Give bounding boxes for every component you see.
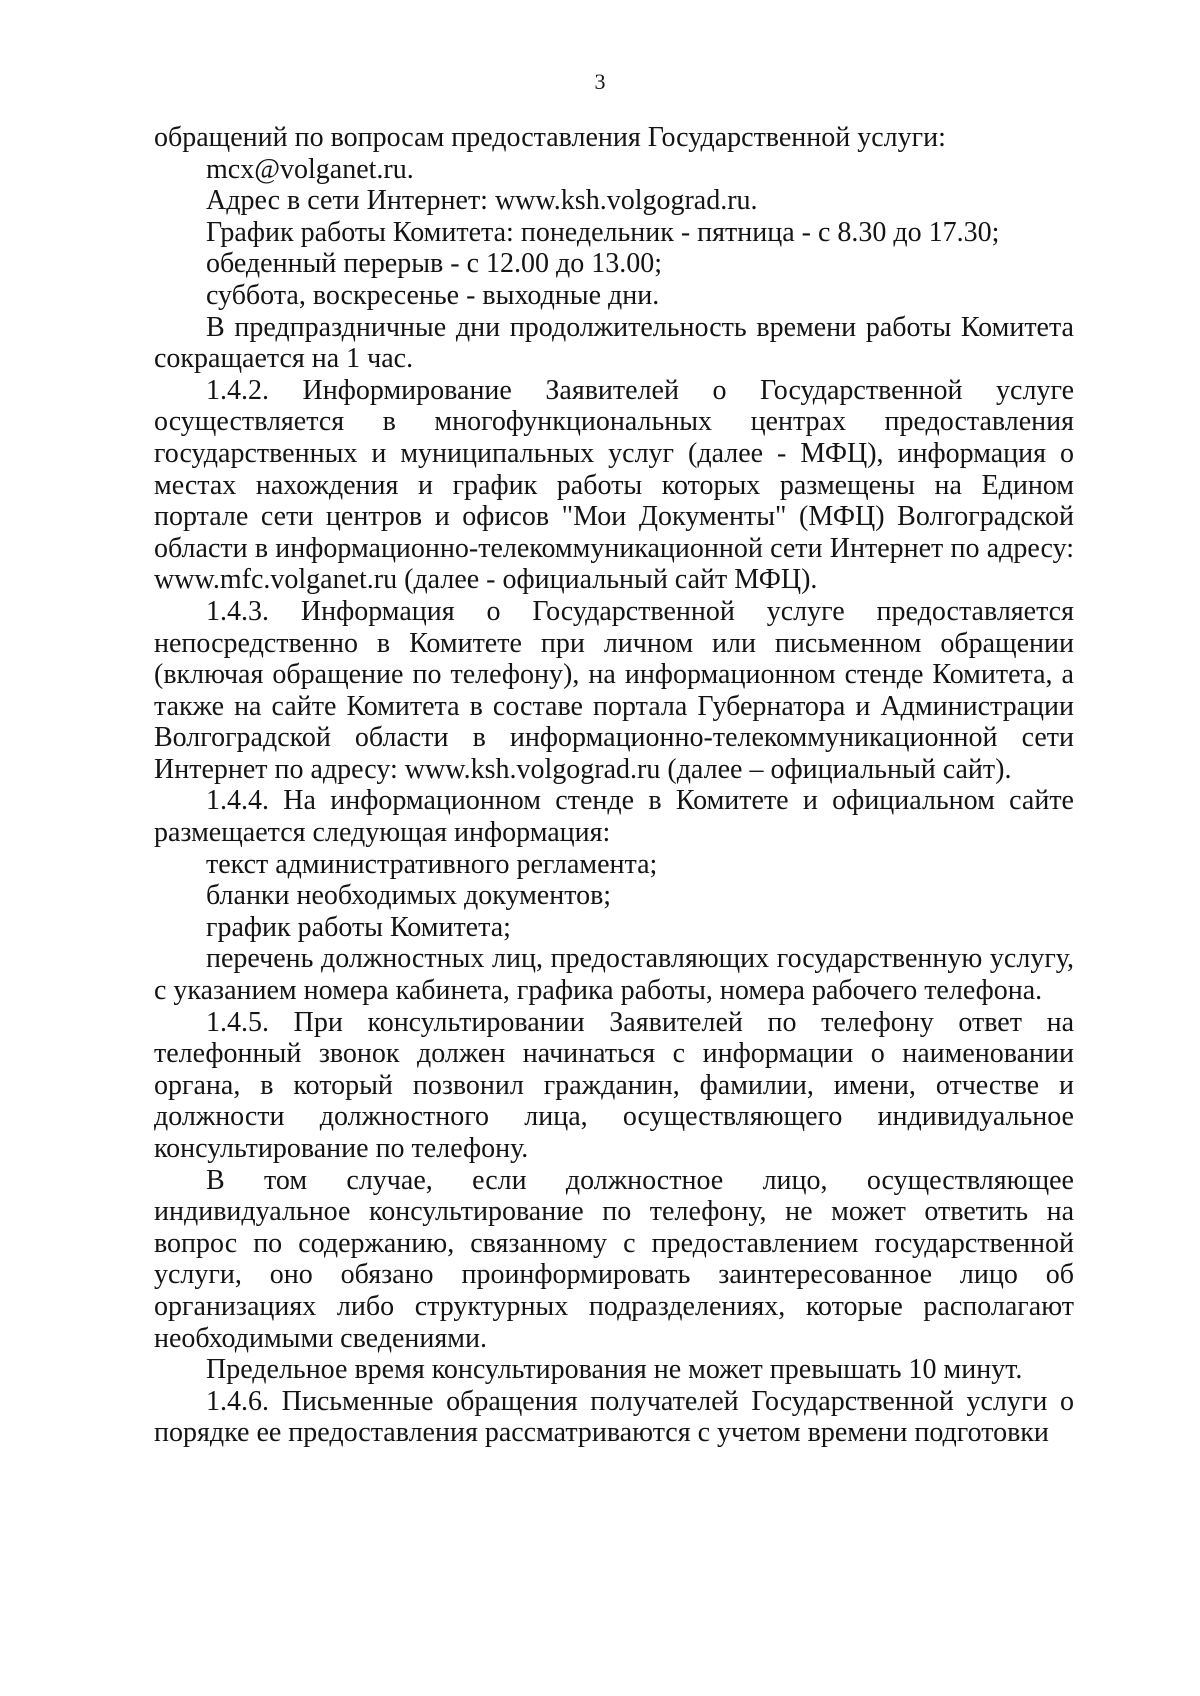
paragraph: График работы Комитета: понедельник - пятница - с 8.30 до 17.30; (206, 216, 1000, 248)
paragraph: mcx@volganet.ru. (206, 153, 414, 185)
paragraph: 1.4.5. При консультировании Заявителей по телефону ответ на телефонный звонок должен начинаться с информации о наименовании органа, в который позвонил гражданин, фамилии, имени, отчестве и должности должностного лица, осуществляющего индивидуальное консультирование по телефону. (154, 1006, 1074, 1164)
paragraph: 1.4.4. На информационном стенде в Комитете и официальном сайте размещается следующая информация: (154, 785, 1074, 849)
paragraph: перечень должностных лиц, предоставляющих государственную услугу, с указанием номера кабинета, графика работы, номера рабочего телефона. (154, 943, 1074, 1007)
paragraph: обращений по вопросам предоставления Государственной услуги: (154, 122, 946, 153)
page-number: 3 (594, 69, 606, 94)
paragraph: обеденный перерыв - с 12.00 до 13.00; (206, 248, 663, 280)
paragraph: Предельное время консультирования не может превышать 10 минут. (206, 1354, 1023, 1386)
paragraph: текст административного регламента; (206, 848, 658, 880)
paragraph: суббота, воскресенье - выходные дни. (206, 279, 660, 311)
paragraph: В том случае, если должностное лицо, осуществляющее индивидуальное консультирование по телефону, не может ответить на вопрос по содержанию, связанному с предоставлением государственной услуги, оно обязано проинформировать заинтересованное лицо об организациях либо структурных подразделениях, которые располагают необходимыми сведениями. (154, 1164, 1074, 1354)
body-text (154, 122, 1074, 1449)
paragraph: график работы Комитета; (206, 911, 511, 943)
paragraph: 1.4.6. Письменные обращения получателей Государственной услуги о порядке ее предоставления рассматриваются с учетом времени подготовки (154, 1385, 1074, 1449)
paragraph: Адрес в сети Интернет: www.ksh.volgograd.ru. (206, 185, 758, 217)
paragraph: В предпраздничные дни продолжительность времени работы Комитета сокращается на 1 час. (154, 311, 1074, 375)
paragraph: 1.4.2. Информирование Заявителей о Государственной услуге осуществляется в многофункциональных центрах предоставления государственных и муниципальных услуг (далее - МФЦ), информация о местах нахождения и график работы которых размещены на Едином портале сети центров и офисов "Мои Документы" (МФЦ) Волгоградской области в информационно-телекоммуникационной сети Интернет по адресу: www.mfc.volganet.ru (далее - официальный сайт МФЦ). (154, 374, 1074, 596)
paragraph: 1.4.3. Информация о Государственной услуге предоставляется непосредственно в Комитете при личном или письменном обращении (включая обращение по телефону), на информационном стенде Комитета, а также на сайте Комитета в составе портала Губернатора и Администрации Волгоградской области в информационно-телекоммуникационной сети Интернет по адресу: www.ksh.volgograd.ru (далее – официальный сайт). (154, 595, 1074, 785)
paragraph: бланки необходимых документов; (206, 880, 612, 912)
